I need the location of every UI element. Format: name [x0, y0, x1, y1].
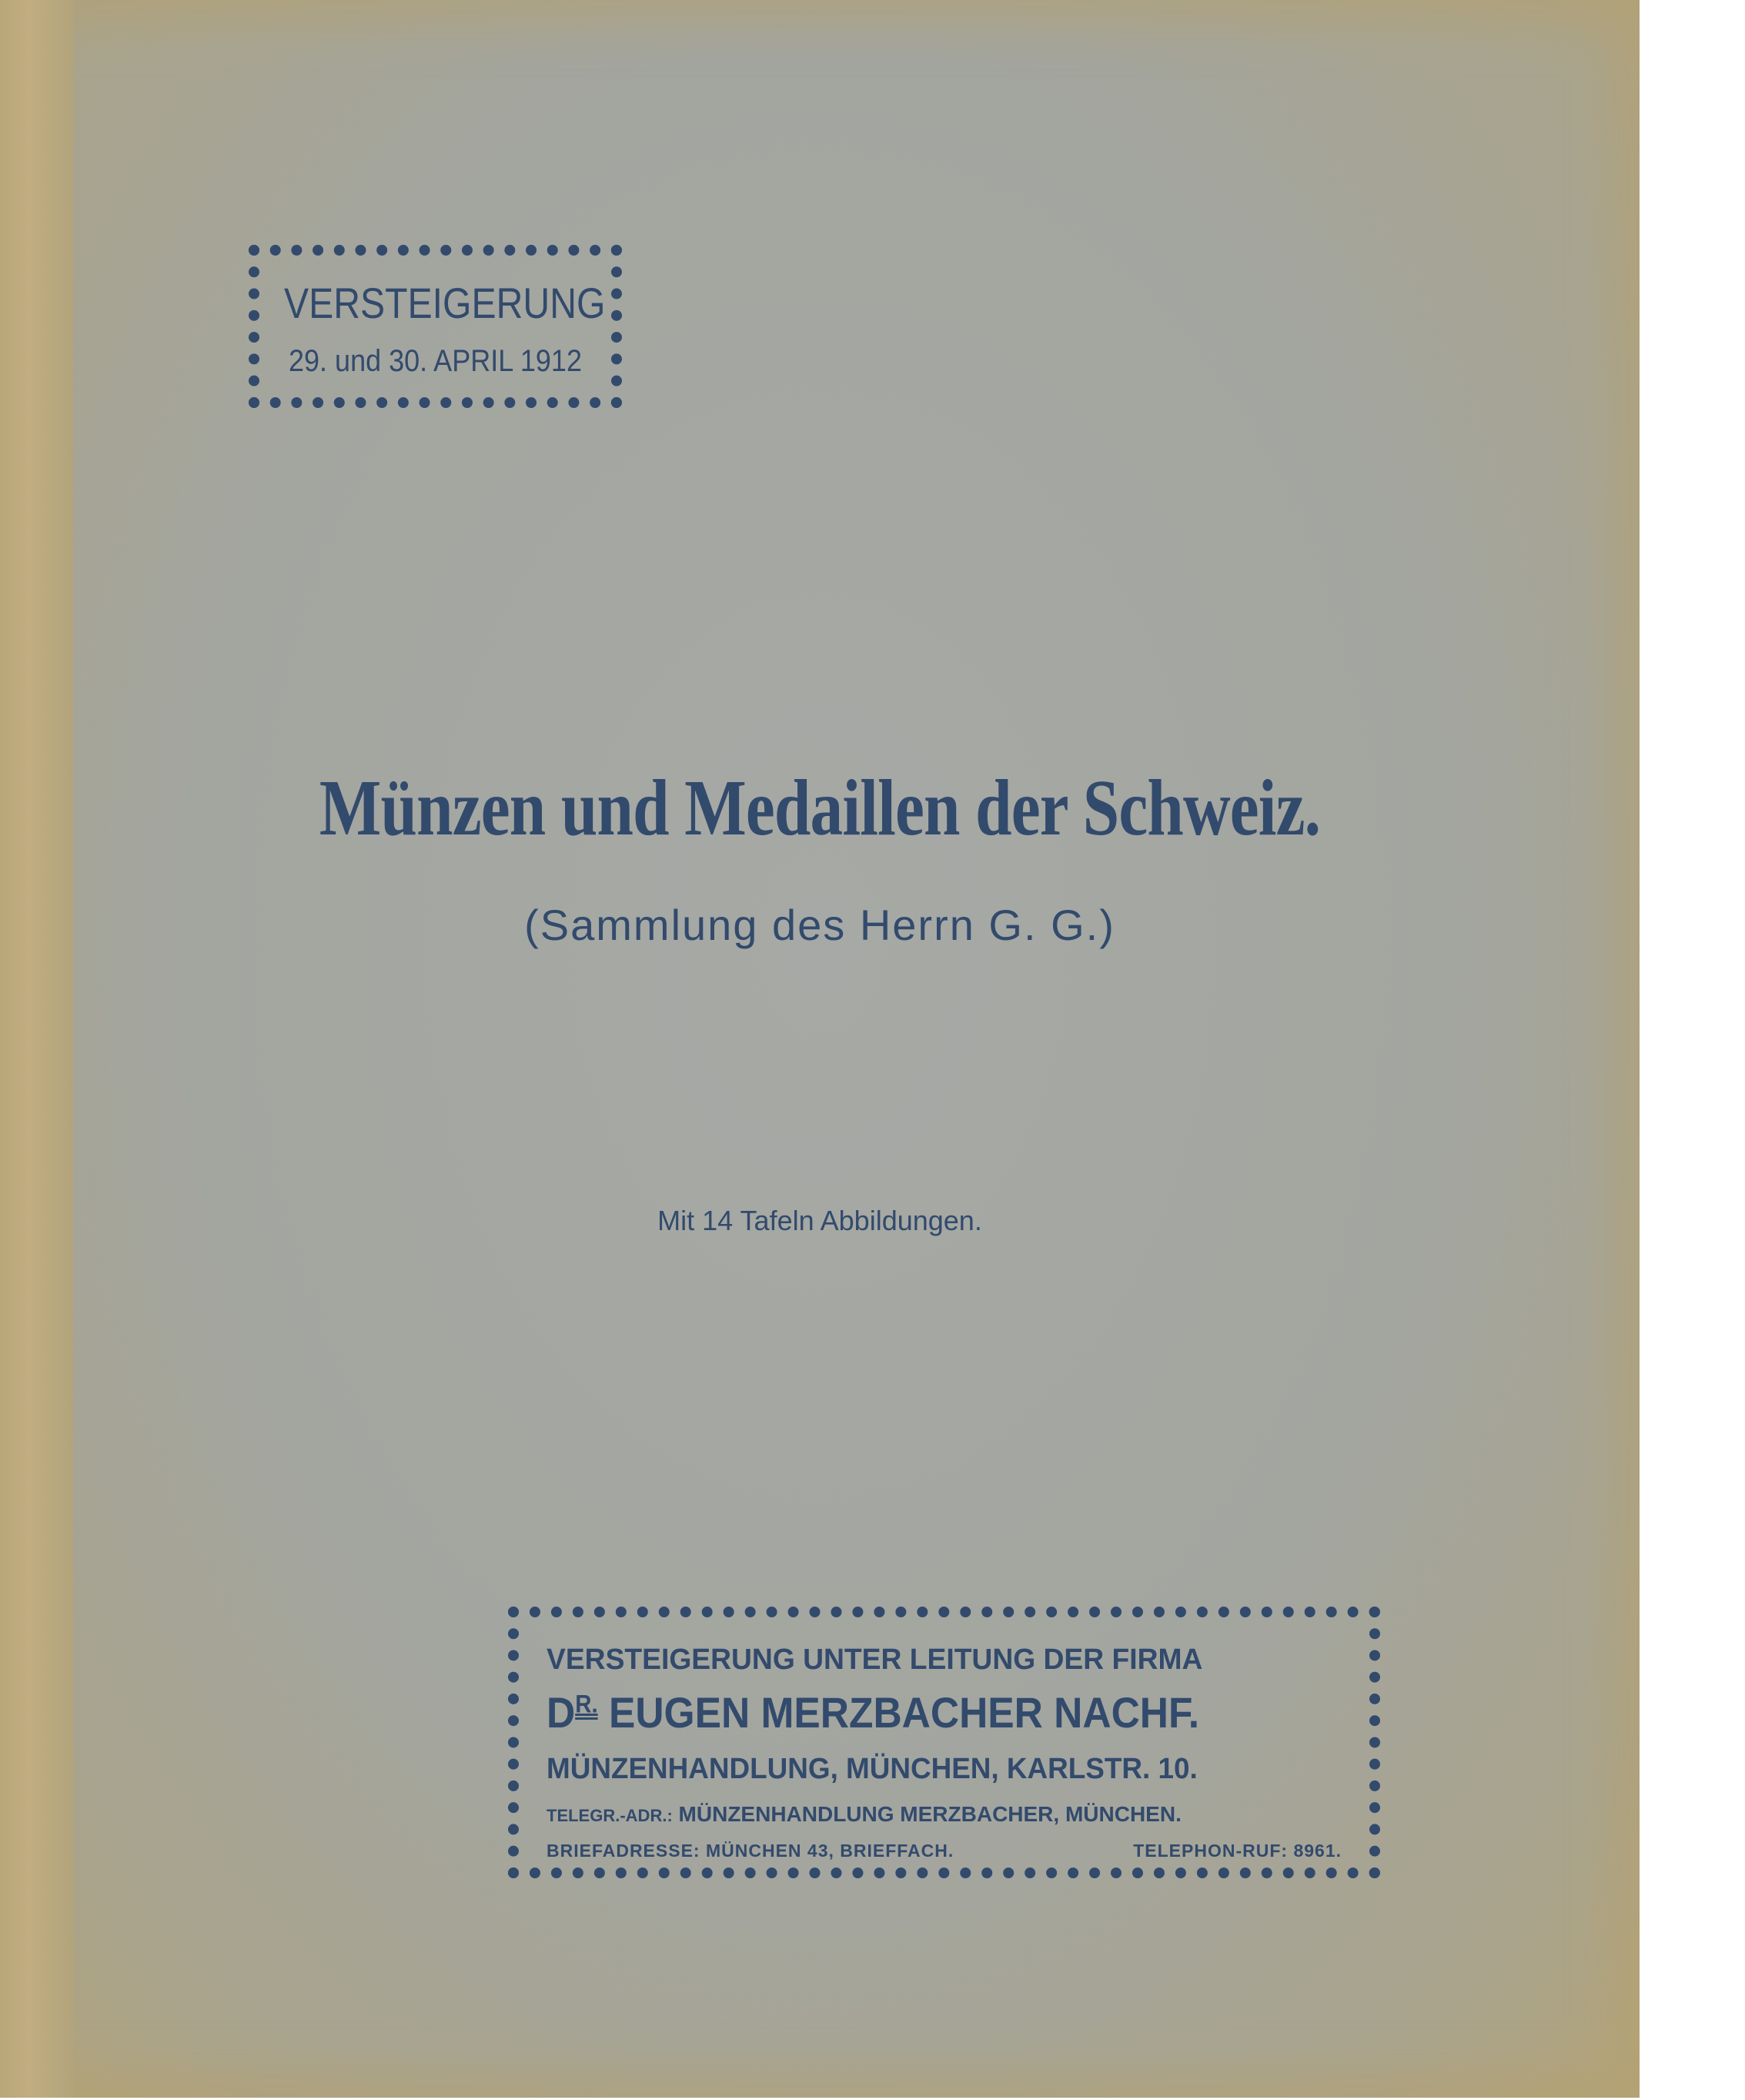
cover-spine — [0, 0, 73, 2098]
firm-address: MÜNZENHANDLUNG, MÜNCHEN, KARLSTR. 10. — [547, 1753, 1198, 1785]
firm-info-box — [508, 1607, 1380, 1878]
firm-name-line — [547, 1688, 1278, 1737]
catalogue-title: Münzen und Medaillen der Schweiz. — [319, 764, 1321, 852]
dr-title — [547, 1688, 598, 1737]
auction-heading: VERSTEIGERUNG — [283, 279, 606, 327]
postal-address: BRIEFADRESSE: MÜNCHEN 43, BRIEFFACH. — [547, 1841, 954, 1861]
telegraph-label: TELEGR.-ADR.: — [547, 1806, 673, 1825]
auction-date-box — [249, 245, 622, 408]
firm-name: EUGEN MERZBACHER NACHF. — [608, 1688, 1200, 1737]
firm-intro: VERSTEIGERUNG UNTER LEITUNG DER FIRMA — [547, 1644, 1203, 1676]
collection-subtitle: (Sammlung des Herrn G. G.) — [524, 901, 1115, 949]
telegraph-value: MÜNZENHANDLUNG MERZBACHER, MÜNCHEN. — [678, 1802, 1182, 1826]
auction-dates: 29. und 30. APRIL 1912 — [289, 344, 582, 378]
dr-prefix: D — [547, 1688, 576, 1737]
telegraph-address — [547, 1802, 1342, 1827]
dr-suffix: R. — [575, 1690, 598, 1718]
telephone: TELEPHON-RUF: 8961. — [1133, 1841, 1342, 1861]
plates-note: Mit 14 Tafeln Abbildungen. — [657, 1205, 982, 1236]
contact-line — [547, 1841, 1342, 1861]
